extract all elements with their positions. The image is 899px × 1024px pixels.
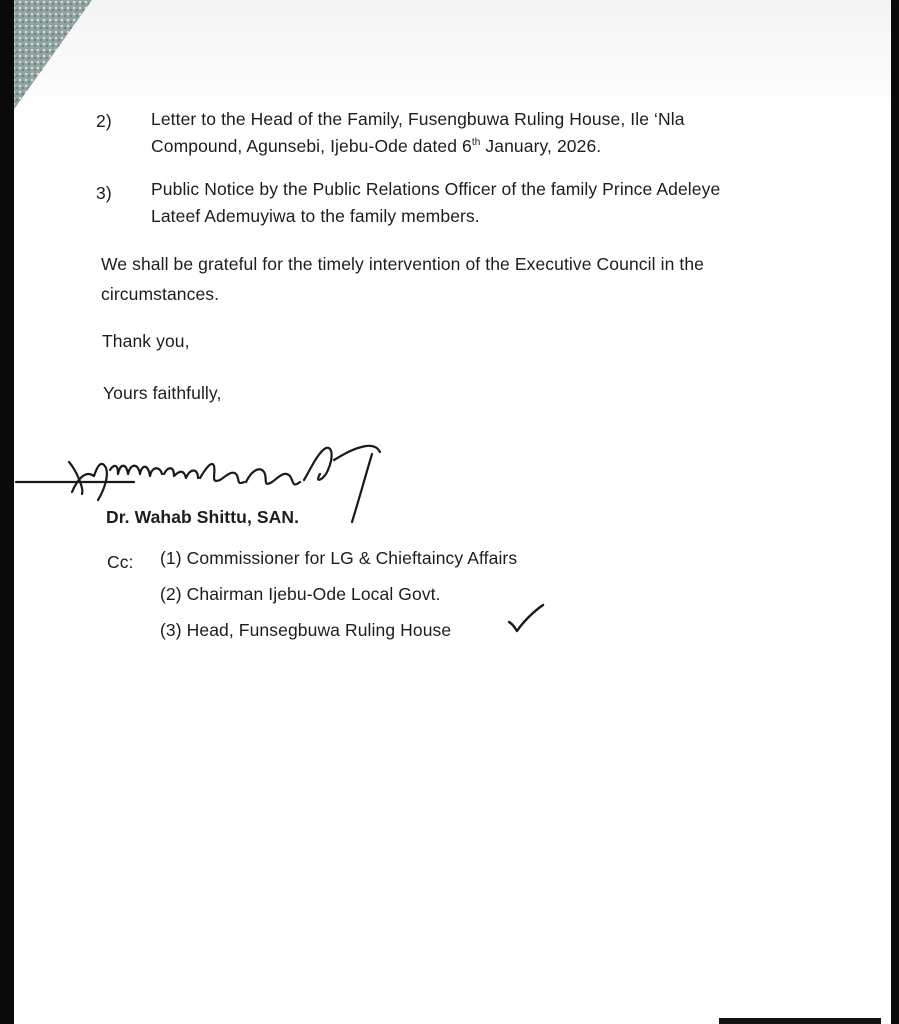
item-3-line-1: Public Notice by the Public Relations Officer of the family Prince Adeleye [151, 179, 721, 199]
item-3-line-2: Lateef Ademuyiwa to the family members. [151, 206, 480, 226]
list-number-2: 2) [96, 111, 112, 131]
cc-item-3: (3) Head, Funsegbuwa Ruling House [160, 620, 452, 640]
thank-you-line: Thank you, [102, 331, 190, 351]
folded-corner [0, 0, 110, 120]
closing-paragraph-line-2: circumstances. [101, 284, 220, 304]
photo-border-bottom [719, 1018, 881, 1024]
cc-label: Cc: [107, 552, 134, 572]
item-2-line-2: Compound, Agunsebi, Ijebu-Ode dated 6th January, 2026. [151, 136, 602, 156]
photo-border-left [0, 0, 14, 1024]
closing-paragraph-line-1: We shall be grateful for the timely intervention of the Executive Council in the [101, 254, 704, 274]
valediction-line: Yours faithfully, [103, 383, 222, 403]
signatory-name: Dr. Wahab Shittu, SAN. [106, 507, 300, 527]
list-number-3: 3) [96, 183, 112, 203]
item-2-line-1: Letter to the Head of the Family, Fusengbuwa Ruling House, Ile ‘Nla [151, 109, 685, 129]
cc-item-1: (1) Commissioner for LG & Chieftaincy Affairs [160, 548, 518, 568]
cc-item-2: (2) Chairman Ijebu-Ode Local Govt. [160, 584, 441, 604]
checkmark-icon [505, 602, 547, 634]
photo-border-right [891, 0, 899, 1024]
